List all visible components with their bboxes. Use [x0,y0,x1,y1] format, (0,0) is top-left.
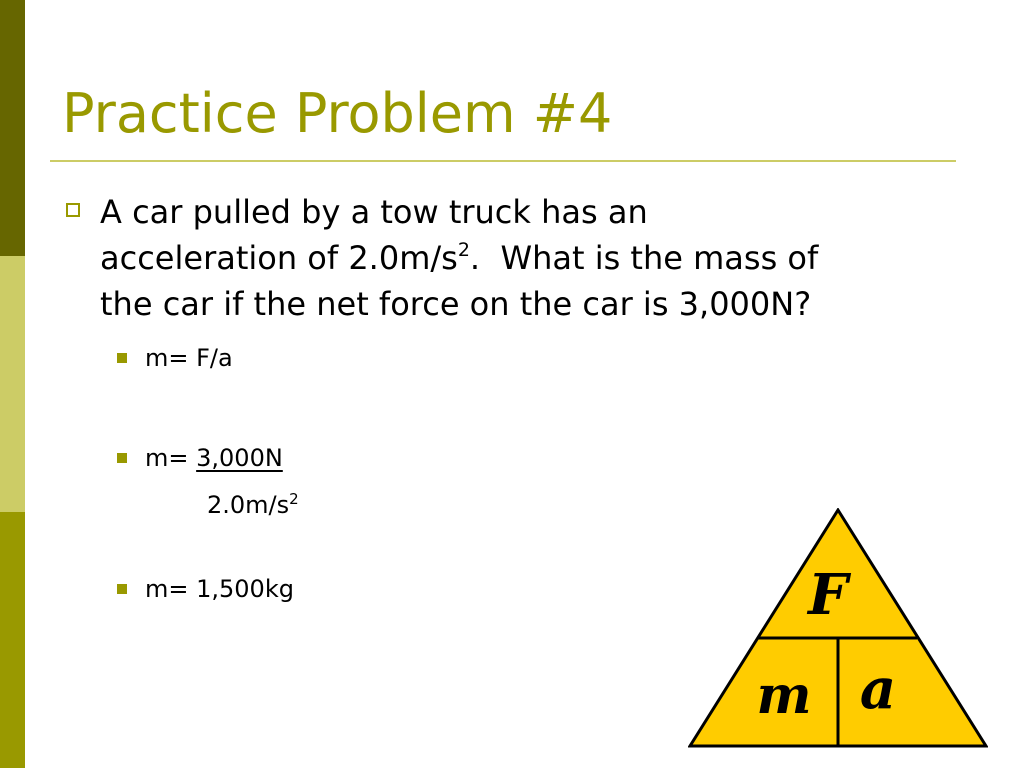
hollow-square-bullet-icon [66,203,80,217]
sidebar-decoration [0,0,25,768]
problem-line-2-end: . What is the mass of [469,239,819,277]
denominator-base: 2.0m/s [207,491,290,519]
problem-statement [100,189,980,327]
problem-line-1: A car pulled by a tow truck has an [100,193,648,231]
problem-line-3: the car if the net force on the car is 3,000N? [100,285,812,323]
fraction-numerator: 3,000N [196,444,283,472]
triangle-force-label: F [808,562,848,628]
slide-title: Practice Problem #4 [62,82,613,145]
formula-triangle-diagram [688,508,988,748]
step-formula: m= F/a [145,344,233,372]
title-divider [50,160,956,162]
sidebar-segment-top [0,0,25,256]
substitution-prefix: m= [145,444,197,472]
step-substitution [145,443,283,473]
triangle-acceleration-label: a [859,656,897,722]
fraction-denominator [207,490,299,520]
problem-line-2-exponent: 2 [457,239,470,261]
sidebar-segment-bottom [0,512,25,768]
square-bullet-icon [117,453,127,463]
denominator-exponent: 2 [289,490,299,508]
square-bullet-icon [117,353,127,363]
square-bullet-icon [117,584,127,594]
triangle-mass-label: m [756,665,812,726]
step-answer: m= 1,500kg [145,575,294,603]
sidebar-segment-middle [0,256,25,512]
problem-line-2-start: acceleration of 2.0m/s [100,239,458,277]
